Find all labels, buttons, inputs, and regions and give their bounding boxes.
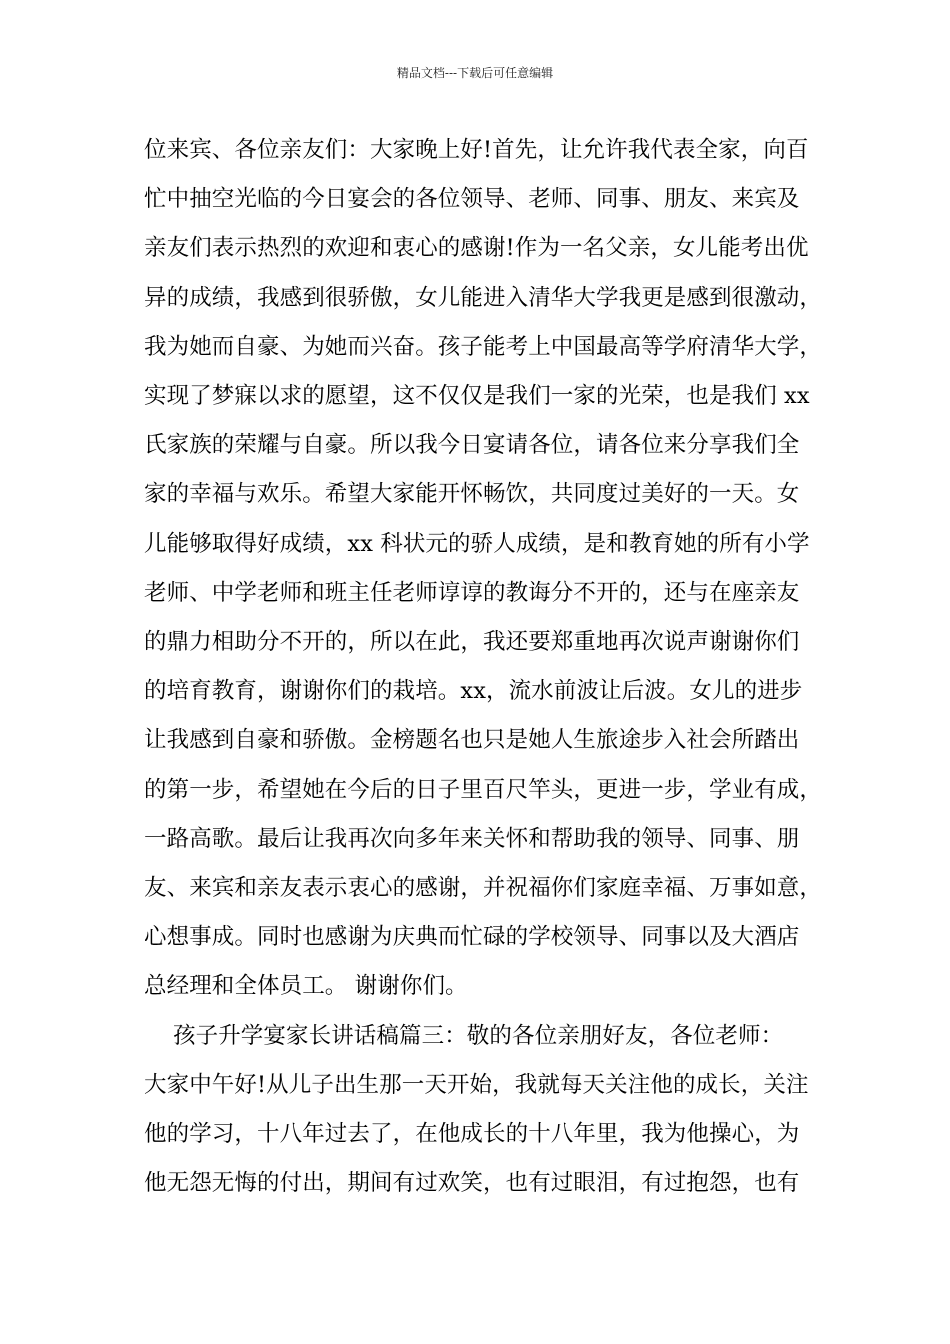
text-line: 实现了梦寐以求的愿望，这不仅仅是我们一家的光荣，也是我们 xx — [144, 383, 810, 409]
text-line: 忙中抽空光临的今日宴会的各位领导、老师、同事、朋友、来宾及 — [144, 186, 800, 213]
text-line: 老师、中学老师和班主任老师谆谆的教诲分不开的，还与在座亲友 — [144, 579, 800, 606]
text-line: 大家中午好!从儿子出生那一天开始，我就每天关注他的成长，关注 — [144, 1071, 809, 1098]
text-line: 异的成绩，我感到很骄傲，女儿能进入清华大学我更是感到很激动， — [144, 284, 823, 311]
text-line: 儿能够取得好成绩，xx 科状元的骄人成绩，是和教育她的所有小学 — [144, 530, 810, 557]
page-header: 精品文档---下载后可任意编辑 — [396, 66, 554, 80]
text-line: 我为她而自豪、为她而兴奋。孩子能考上中国最高等学府清华大学， — [144, 333, 823, 360]
text-line: 家的幸福与欢乐。希望大家能开怀畅饮，共同度过美好的一天。女 — [144, 481, 800, 508]
text-line: 心想事成。同时也感谢为庆典而忙碌的学校领导、同事以及大酒店 — [144, 924, 800, 951]
text-line: 亲友们表示热烈的欢迎和衷心的感谢!作为一名父亲，女儿能考出优 — [144, 235, 809, 262]
text-line: 总经理和全体员工。 谢谢你们。 — [144, 973, 468, 1000]
section-heading-line: 孩子升学宴家长讲话稿篇三：敬的各位亲朋好友，各位老师： — [144, 1022, 784, 1049]
text-line: 一路高歌。最后让我再次向多年来关怀和帮助我的领导、同事、朋 — [144, 825, 800, 852]
text-line: 的培育教育，谢谢你们的栽培。xx，流水前波让后波。女儿的进步 — [144, 678, 803, 705]
text-line: 他的学习，十八年过去了，在他成长的十八年里，我为他操心，为 — [144, 1121, 800, 1147]
text-line: 他无怨无悔的付出，期间有过欢笑，也有过眼泪，有过抱怨，也有 — [144, 1170, 800, 1197]
text-line: 友、来宾和亲友表示衷心的感谢，并祝福你们家庭幸福、万事如意， — [144, 875, 823, 901]
text-line: 让我感到自豪和骄傲。金榜题名也只是她人生旅途步入社会所踏出 — [144, 727, 800, 754]
text-line: 位来宾、各位亲友们：大家晚上好!首先，让允许我代表全家，向百 — [144, 137, 809, 163]
text-line: 的鼎力相助分不开的，所以在此，我还要郑重地再次说声谢谢你们 — [144, 629, 800, 655]
text-line: 氏家族的荣耀与自豪。所以我今日宴请各位，请各位来分享我们全 — [144, 432, 800, 459]
text-line: 的第一步，希望她在今后的日子里百尺竿头，更进一步，学业有成， — [144, 776, 823, 803]
